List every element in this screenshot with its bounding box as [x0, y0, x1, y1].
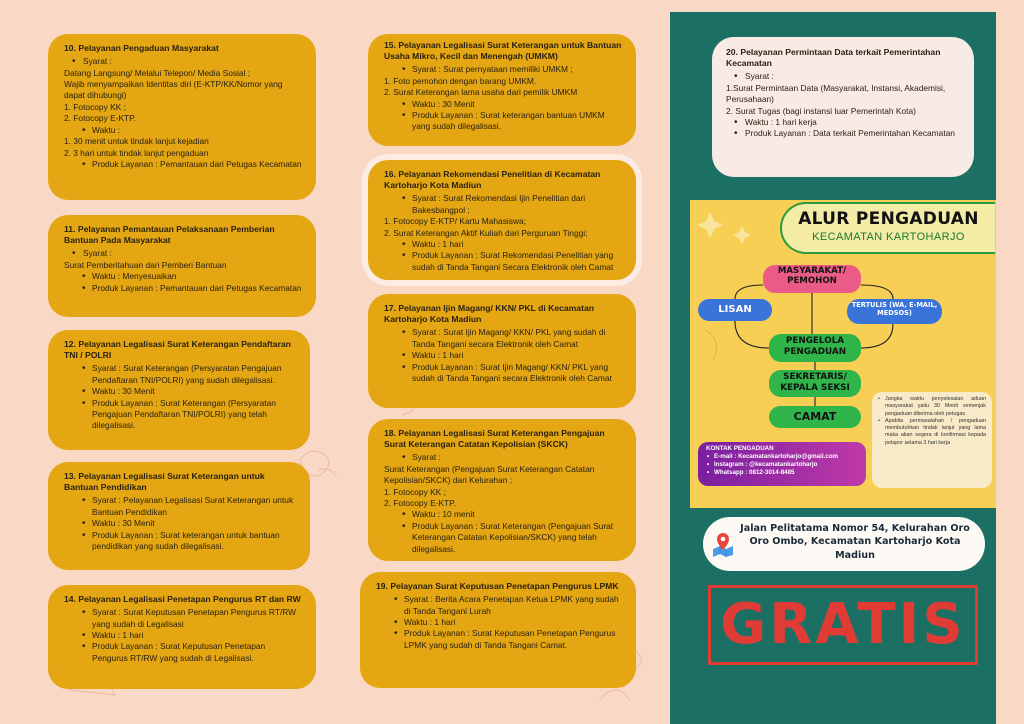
- syarat-text: • Syarat : Surat Ijin Magang/ KKN/ PKL yang sudah di Tanda Tangani secara Elektronik oleh Camat: [384, 327, 622, 350]
- card-title: 19. Pelayanan Surat Keputusan Penetapan Pengurus LPMK: [376, 581, 619, 591]
- waktu-text: • Waktu : 10 menit: [384, 509, 622, 520]
- waktu-text: • Waktu : 1 hari: [384, 350, 622, 361]
- syarat-text: • Syarat : Pelayanan Legalisasi Surat Keterangan untuk Bantuan Pendidikan: [64, 495, 296, 518]
- service-card-19: [360, 572, 636, 688]
- card-title: 14. Pelayanan Legalisasi Penetapan Pengurus RT dan RW: [64, 594, 301, 604]
- node-masyarakat: MASYARAKAT/ PEMOHON: [763, 265, 861, 293]
- contact-email: • E-mail : Kecamatankartoharjo@gmail.com: [706, 453, 858, 461]
- syarat-text: • Syarat : Surat Rekomendasi Ijin Penelitian dari Bakesbangpol ;: [384, 193, 622, 216]
- syarat-label: • Syarat :: [64, 56, 302, 67]
- produk-text: • Produk Layanan : Surat Keterangan (Pengajuan Surat Keterangan Catatan Kepolisian/SKCK) yang telah dilegalisasi.: [384, 521, 622, 555]
- syarat-text: 1. Fotocopy KK ;: [384, 486, 446, 497]
- syarat-text: 2. Surat Tugas (bagi instansi luar Pemerintah Kota): [726, 105, 916, 116]
- node-sekretaris: SEKRETARIS/ KEPALA SEKSI: [769, 370, 861, 397]
- waktu-text: • Waktu : 1 hari: [376, 617, 622, 628]
- syarat-text: 1. Fotocopy E-KTP/ Kartu Mahasiswa;: [384, 216, 526, 227]
- card-title: 13. Pelayanan Legalisasi Surat Keterangan untuk Bantuan Pendidikan: [64, 471, 265, 493]
- flow-note: • Apabila permasalahan / pengaduan membutuhkan tindak lanjut yang lama maka akan segera di konfirmasi kepada pelapor selama 3 hari kerja: [878, 418, 986, 447]
- syarat-label: • Syarat :: [726, 71, 960, 82]
- flow-note: • Jangka waktu penyelesaian aduan masyarakat yaitu 30 Menit semenjak pengaduan diterima oleh petugas: [878, 396, 986, 418]
- syarat-text: 2. Surat Keterangan Aktif Kuliah dari Perguruan Tinggi;: [384, 227, 588, 238]
- contact-instagram: • Instagram : @kecamatankartoharjo: [706, 461, 858, 469]
- produk-text: • Produk Layanan : Surat keterangan untuk bantuan pendidikan yang sudah dilegalisasi.: [64, 530, 296, 553]
- waktu-label: • Waktu :: [64, 125, 302, 136]
- card-title: 18. Pelayanan Legalisasi Surat Keterangan Pengajuan Surat Keterangan Catatan Kepolisian (SKCK): [384, 428, 605, 450]
- produk-text: • Produk Layanan : Surat Keputusan Penetapan Pengurus RT/RW yang sudah di Legalisasi.: [64, 641, 302, 664]
- syarat-text: 1. Fotocopy KK ;: [64, 101, 126, 112]
- gratis-label: GRATIS: [720, 592, 966, 657]
- waktu-item: 1. 30 menit untuk tindak lanjut kejadian: [64, 136, 209, 147]
- card-title: 20. Pelayanan Permintaan Data terkait Pemerintahan Kecamatan: [726, 47, 941, 69]
- service-card-20: [712, 37, 974, 177]
- flow-title: [780, 202, 995, 254]
- flow-subtitle: KECAMATAN KARTOHARJO: [812, 231, 965, 243]
- address-text: Jalan Pelitatama Nomor 54, Kelurahan Oro Oro Ombo, Kecamatan Kartoharjo Kota Madiun: [740, 523, 970, 561]
- service-card-13: [48, 462, 310, 570]
- produk-text: • Produk Layanan : Pemantauan dari Petugas Kecamatan: [64, 159, 302, 170]
- service-card-18: [368, 419, 636, 561]
- node-pengelola: PENGELOLA PENGADUAN: [769, 334, 861, 362]
- syarat-text: • Syarat : Berita Acara Penetapan Ketua LPMK yang sudah di Tanda Tangani Lurah: [376, 594, 622, 617]
- syarat-text: • Syarat : Surat pernyataan memiliki UMKM ;: [384, 64, 622, 75]
- produk-text: • Produk Layanan : Surat keterangan bantuan UMKM yang sudah dilegalisasi.: [384, 110, 622, 133]
- node-tertulis: TERTULIS (WA, E-MAIL, MEDSOS): [847, 299, 942, 324]
- flow-title-text: ALUR PENGADUAN: [798, 209, 979, 229]
- syarat-text: 2. Fotocopy E-KTP.: [384, 498, 456, 509]
- node-camat: CAMAT: [769, 406, 861, 428]
- syarat-text: Surat Keterangan (Pengajuan Surat Keterangan Catatan Kepolisian/SKCK) dari Kelurahan ;: [384, 463, 595, 486]
- card-title: 15. Pelayanan Legalisasi Surat Keterangan untuk Bantuan Usaha Mikro, Kecil dan Menengah (UMKM): [384, 40, 622, 62]
- syarat-text: 1.Surat Permintaan Data (Masyarakat, Instansi, Akademisi, Perusahaan): [726, 82, 946, 105]
- service-card-14: [48, 585, 316, 689]
- service-card-10: [48, 34, 316, 200]
- waktu-text: • Waktu : 1 hari kerja: [726, 117, 960, 128]
- waktu-text: • Waktu : 30 Menit: [64, 518, 296, 529]
- service-card-15: [368, 34, 636, 146]
- syarat-text: 2. Surat Keterangan lama usaha dari pemilik UMKM: [384, 87, 578, 98]
- waktu-item: 2. 3 hari untuk tindak lanjut pengaduan: [64, 147, 209, 158]
- card-title: 10. Pelayanan Pengaduan Masyarakat: [64, 43, 219, 53]
- syarat-text: Datang Langsung/ Melalui Telepon/ Media Sosial ;: [64, 67, 251, 78]
- service-card-17: [368, 294, 636, 408]
- service-card-11: [48, 215, 316, 317]
- service-card-12: [48, 330, 310, 450]
- waktu-text: • Waktu : 1 hari: [384, 239, 622, 250]
- contact-box: [698, 442, 866, 486]
- syarat-text: Surat Pemberitahuan dari Pemberi Bantuan: [64, 259, 227, 270]
- waktu-text: • Waktu : 30 Menit: [384, 99, 622, 110]
- card-title: 16. Pelayanan Rekomendasi Penelitian di Kecamatan Kartoharjo Kota Madiun: [384, 169, 601, 191]
- contact-title: KONTAK PENGADUAN: [706, 445, 774, 452]
- produk-text: • Produk Layanan : Surat Ijin Magang/ KKN/ PKL yang sudah di Tanda Tangani secara Elektronik oleh Camat: [384, 362, 622, 385]
- card-title: 11. Pelayanan Pemantauan Pelaksanaan Pemberian Bantuan Pada Masyarakat: [64, 224, 275, 246]
- node-lisan: LISAN: [698, 299, 772, 321]
- produk-text: • Produk Layanan : Surat Rekomendasi Penelitian yang sudah di Tanda Tangani Secara Elektronik oleh Camat: [384, 250, 622, 273]
- syarat-text: 2. Fotocopy E-KTP.: [64, 113, 136, 124]
- produk-text: • Produk Layanan : Pemantauan dari Petugas Kecamatan: [64, 283, 302, 294]
- syarat-label: • Syarat :: [384, 452, 622, 463]
- syarat-text: • Syarat : Surat Keputusan Penetapan Pengurus RT/RW yang sudah di Legalisasi: [64, 607, 302, 630]
- card-title: 12. Pelayanan Legalisasi Surat Keterangan Pendaftaran TNI / POLRI: [64, 339, 291, 361]
- waktu-text: • Waktu : 30 Menit: [64, 386, 296, 397]
- flow-notes: [872, 392, 992, 488]
- syarat-text: 1. Foto pemohon dengan barang UMKM.: [384, 75, 537, 86]
- produk-text: • Produk Layanan : Surat Keputusan Penetapan Pengurus LPMK yang sudah di Tanda Tangani Camat.: [376, 628, 622, 651]
- syarat-text: Wajib menyampaikan Identitas diri (E-KTP/KK/Nomor yang dapat dihubungi): [64, 79, 283, 101]
- produk-text: • Produk Layanan : Data terkait Pemerintahan Kecamatan: [726, 128, 960, 139]
- waktu-text: • Waktu : 1 hari: [64, 630, 302, 641]
- card-title: 17. Pelayanan Ijin Magang/ KKN/ PKL di Kecamatan Kartoharjo Kota Madiun: [384, 303, 594, 325]
- contact-whatsapp: • Whatsapp : 0812-3014-8485: [706, 469, 858, 477]
- syarat-text: • Syarat : Surat Keterangan (Persyaratan Pengajuan Pendaftaran TNI/POLRI) yang sudah dilegalisasi.: [64, 363, 296, 386]
- produk-text: • Produk Layanan : Surat Keterangan (Persyaratan Pengajuan Pendaftaran TNI/POLRI) yang telah dilegalisasi.: [64, 398, 296, 432]
- syarat-label: • Syarat :: [64, 248, 302, 259]
- waktu-text: • Waktu : Menyesuaikan: [64, 271, 302, 282]
- service-card-16: [368, 160, 636, 280]
